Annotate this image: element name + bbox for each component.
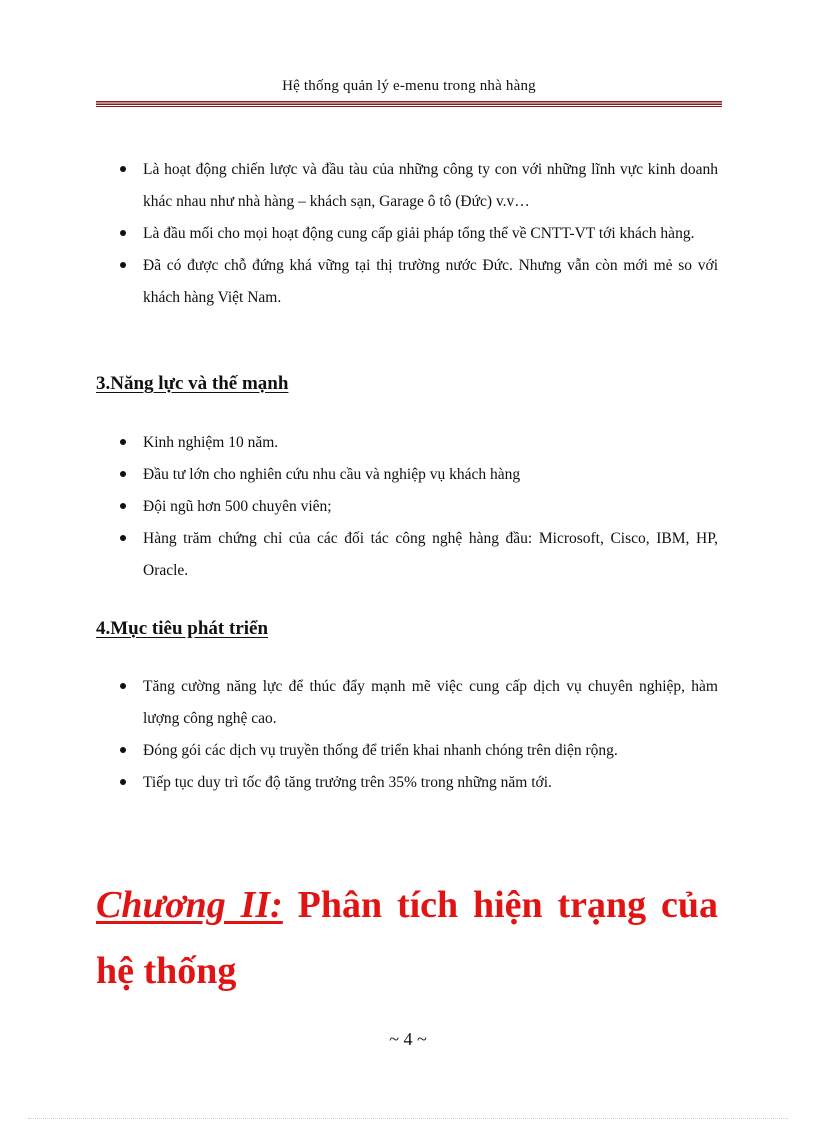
header-rule [96,101,722,107]
list-item: Là hoạt động chiến lược và đầu tàu của những công ty con với những lĩnh vực kinh doanh khác nhau như nhà hàng – khách sạn, Garage ô tô (Đức) v.v… [96,154,718,218]
list-item: Đóng gói các dịch vụ truyền thống để triển khai nhanh chóng trên diện rộng. [96,735,718,767]
running-header: Hệ thống quản lý e-menu trong nhà hàng [282,78,536,94]
chapter-title [96,872,718,1004]
list-item: Tiếp tục duy trì tốc độ tăng trưởng trên 35% trong những năm tới. [96,767,718,799]
chapter-label: Chương II: [96,884,283,926]
strengths-bullet-list [96,427,718,587]
list-item: Đầu tư lớn cho nghiên cứu nhu cầu và nghiệp vụ khách hàng [96,459,718,491]
list-item: Đã có được chỗ đứng khá vững tại thị trường nước Đức. Nhưng vẫn còn mới mẻ so với khách hàng Việt Nam. [96,250,718,314]
chapter-heading-text: Phân tích hiện trạng của hệ thống [96,884,718,992]
list-item: Hàng trăm chứng chỉ của các đối tác công nghệ hàng đầu: Microsoft, Cisco, IBM, HP, Oracle. [96,523,718,587]
list-item: Kinh nghiệm 10 năm. [96,427,718,459]
list-item: Là đầu mối cho mọi hoạt động cung cấp giải pháp tổng thể về CNTT-VT tới khách hàng. [96,218,718,250]
intro-bullet-list [96,154,718,314]
list-item: Đội ngũ hơn 500 chuyên viên; [96,491,718,523]
list-item: Tăng cường năng lực để thúc đẩy mạnh mẽ việc cung cấp dịch vụ chuyên nghiệp, hàm lượng công nghệ cao. [96,671,718,735]
page-bottom-border [28,1118,788,1119]
section-heading-strengths: 3.Năng lực và thế mạnh [96,373,289,394]
section-heading-goals: 4.Mục tiêu phát triển [96,618,269,639]
page-number: ~ 4 ~ [389,1029,427,1049]
goals-bullet-list [96,671,718,799]
